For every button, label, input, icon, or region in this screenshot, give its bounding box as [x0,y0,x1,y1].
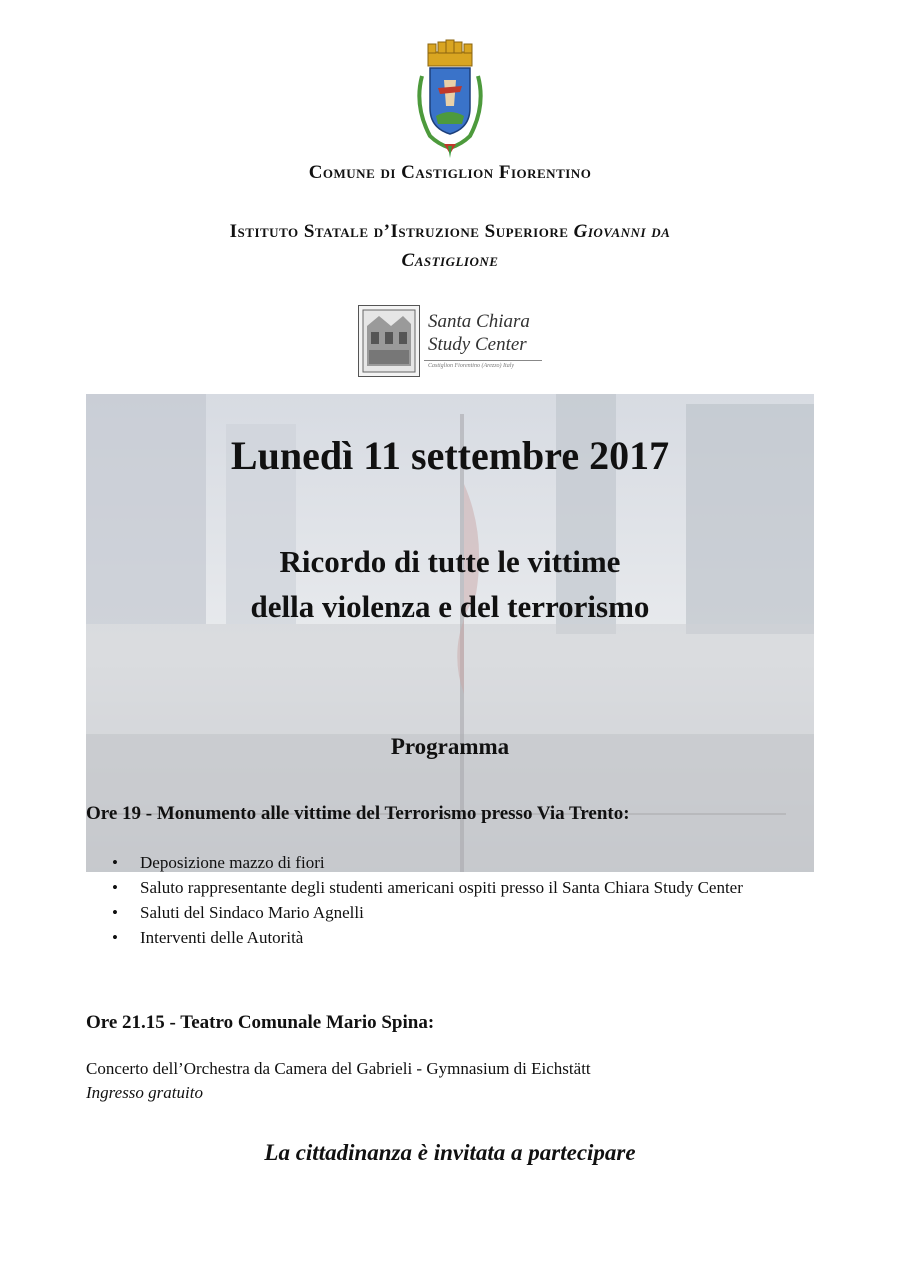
event-title-line2: della violenza e del terrorismo [250,589,650,624]
list-item: • Saluto rappresentante degli studenti americani ospiti presso il Santa Chiara Study Center [112,876,780,899]
istituto-name-line1 [0,221,900,243]
istituto-prefix: Istituto Statale d’Istruzione Superiore [229,221,574,242]
list-item: • Interventi delle Autorità [112,926,812,949]
concert-description: Concerto dell’Orchestra da Camera del Gabrieli - Gymnasium di Eichstätt [86,1059,591,1078]
program-part2-heading: Ore 21.15 - Teatro Comunale Mario Spina: [86,1012,435,1033]
program-heading: Programma [390,734,510,759]
istituto-name-line2 [0,250,900,272]
free-entry-note: Ingresso gratuito [86,1083,203,1102]
list-item: • Saluti del Sindaco Mario Agnelli [112,901,812,924]
istituto-name-italic: Giovanni da [573,221,671,242]
event-date: Lunedì 11 settembre 2017 [230,433,670,478]
study-center-emblem [358,305,420,377]
study-center-name-line1: Santa Chiara [428,311,530,332]
closing-invitation: La cittadinanza è invitata a partecipare [264,1140,636,1165]
study-center-logo [358,305,544,377]
list-item: • Deposizione mazzo di fiori [112,851,812,874]
program-part1-heading: Ore 19 - Monumento alle vittime del Terrorismo presso Via Trento: [86,803,630,824]
comune-name: Comune di Castiglion Fiorentino [308,162,592,183]
study-center-location: Castiglion Fiorentino (Arezzo) Italy [428,363,515,369]
istituto-name-italic-2: Castiglione [401,250,499,271]
castiglion-crest-logo [408,36,492,160]
study-center-divider [424,360,542,361]
program-part1-list [112,851,812,951]
study-center-name-line2: Study Center [428,334,527,355]
event-title-line1: Ricordo di tutte le vittime [279,544,621,579]
